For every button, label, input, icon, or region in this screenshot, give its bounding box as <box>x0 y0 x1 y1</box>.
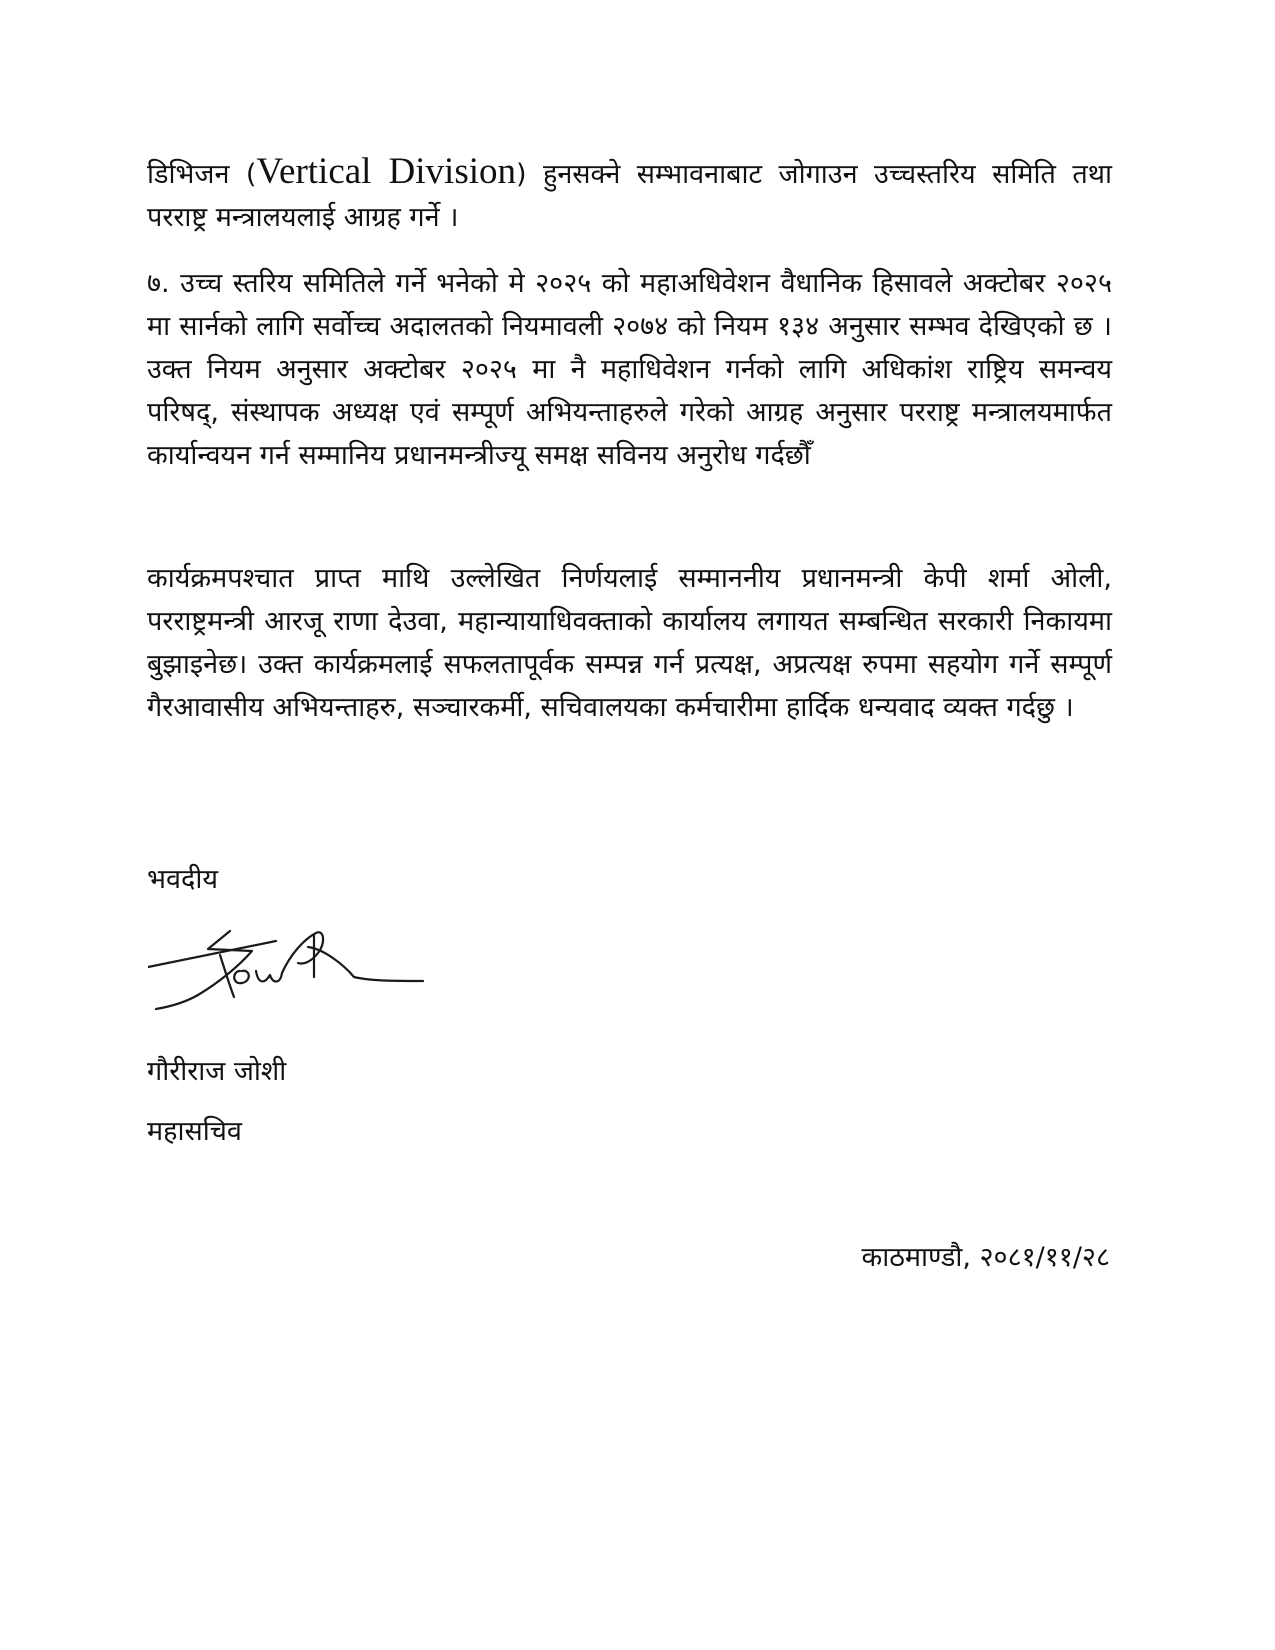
para1-latin-term: Vertical Division <box>256 151 517 192</box>
place-and-date: काठमाण्डौ, २०८१/११/२८ <box>861 1242 1110 1273</box>
paragraph-acknowledgement: कार्यक्रमपश्चात प्राप्त माथि उल्लेखित निर्णयलाई सम्माननीय प्रधानमन्त्री केपी शर्मा ओली, परराष्ट्रमन्त्री आरजू राणा देउवा, महान्यायाधिवक्ताको कार्यालय लगायत सम्बन्धित सरकारी निकायमा बुझाइनेछ। उक्त कार्यक्रमलाई सफलतापूर्वक सम्पन्न गर्न प्रत्यक्ष, अप्रत्यक्ष रुपमा सहयोग गर्ने सम्पूर्ण गैरआवासीय अभियन्ताहरु, सञ्चारकर्मी, सचिवालयका कर्मचारीमा हार्दिक धन्यवाद व्यक्त गर्दछु । <box>147 563 1112 723</box>
para1-text-end: ) हुनसक्ने सम्भावनाबाट जोगाउन उच्चस्तरिय समिति तथा परराष्ट्र मन्त्रालयलाई आग्रह गर्ने । <box>147 159 1112 233</box>
signer-title: महासचिव <box>147 1116 242 1147</box>
handwritten-signature <box>148 925 428 1025</box>
para1-text-start: डिभिजन ( <box>147 159 257 190</box>
closing-salutation: भवदीय <box>147 864 218 895</box>
paragraph-point-7: ७. उच्च स्तरिय समितिले गर्ने भनेको मे २०२५ को महाअधिवेशन वैधानिक हिसावले अक्टोबर २०२५ मा सार्नको लागि सर्वोच्च अदालतको नियमावली २०७४ को नियम १३४ अनुसार सम्भव देखिएको छ । उक्त नियम अनुसार अक्टोबर २०२५ मा नै महाधिवेशन गर्नको लागि अधिकांश राष्ट्रिय समन्वय परिषद्, संस्थापक अध्यक्ष एवं सम्पूर्ण अभियन्ताहरुले गरेको आग्रह अनुसार परराष्ट्र मन्त्रालयमार्फत कार्यान्वयन गर्न सम्मानिय प्रधानमन्त्रीज्यू समक्ष सविनय अनुरोध गर्दछौँ <box>147 268 1112 471</box>
paragraph-vertical-division <box>147 150 1112 239</box>
signer-name: गौरीराज जोशी <box>147 1056 287 1087</box>
